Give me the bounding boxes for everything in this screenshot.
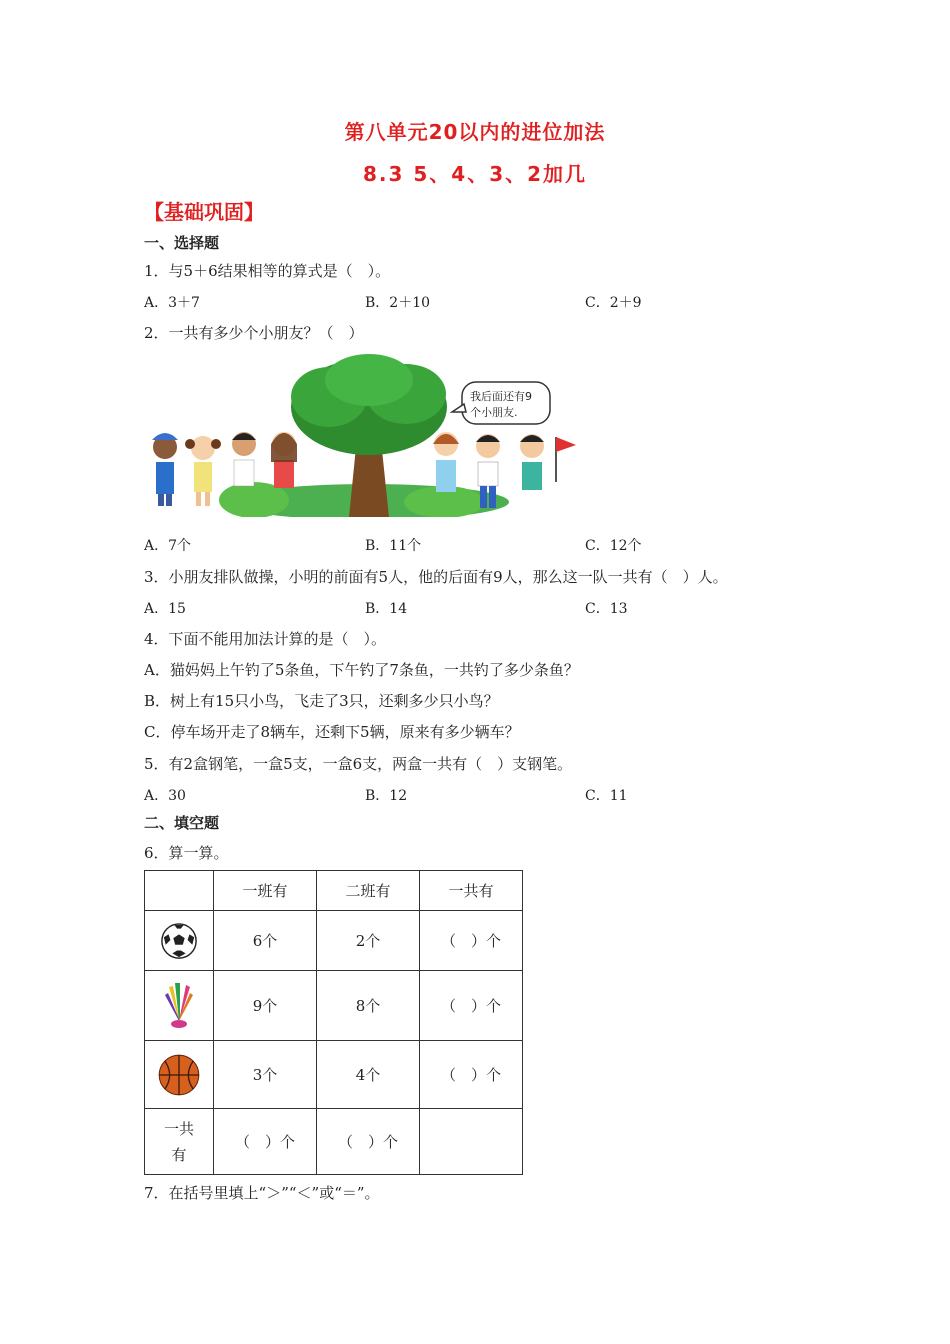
q4-option-a: A．猫妈妈上午钓了5条鱼，下午钓了7条鱼，一共钓了多少条鱼？: [144, 661, 579, 679]
q5-option-a: A．30: [144, 788, 186, 804]
question-2: 2．一共有多少个小朋友？（ ）: [144, 324, 364, 342]
row2-class1: 9个: [214, 971, 317, 1041]
q4-option-b: B．树上有15只小鸟，飞走了3只，还剩多少只小鸟？: [144, 692, 499, 710]
table-row: [145, 971, 523, 1041]
q3-option-a: A．15: [144, 601, 186, 617]
total-label-line2: 有: [171, 1145, 187, 1164]
unit-title: 第八单元20以内的进位加法: [344, 120, 606, 144]
header-empty: [145, 871, 214, 911]
total-class2: （ ）个: [317, 1109, 420, 1175]
header-class2: 二班有: [317, 871, 420, 911]
row1-class1: 6个: [214, 911, 317, 971]
shuttlecock-icon: [145, 971, 214, 1041]
header-class1: 一班有: [214, 871, 317, 911]
question-5: 5．有2盒钢笔，一盒5支，一盒6支，两盒一共有（ ）支钢笔。: [144, 755, 573, 773]
section-label: 【基础巩固】: [144, 200, 264, 224]
question-3: 3．小朋友排队做操，小明的前面有5人，他的后面有9人，那么这一队一共有（ ）人。: [144, 568, 728, 586]
q2-option-c: C．12个: [585, 538, 642, 554]
row1-class2: 2个: [317, 911, 420, 971]
row2-class2: 8个: [317, 971, 420, 1041]
question-4: 4．下面不能用加法计算的是（ ）。: [144, 630, 387, 648]
speech-line-2: 个小朋友.: [470, 406, 518, 419]
table-row: [145, 1109, 523, 1175]
table-row: [145, 1041, 523, 1109]
children-tree-illustration: [144, 352, 584, 517]
q3-option-c: C．13: [585, 601, 628, 617]
question-7: 7．在括号里填上“＞”“＜”或“＝”。: [144, 1184, 380, 1202]
count-table: [144, 870, 523, 1175]
speech-line-1: 我后面还有9: [470, 390, 532, 403]
basketball-icon: [145, 1041, 214, 1109]
question-6: 6．算一算。: [144, 844, 229, 862]
total-class1: （ ）个: [214, 1109, 317, 1175]
table-row: [145, 911, 523, 971]
row3-class1: 3个: [214, 1041, 317, 1109]
q1-option-c: C．2＋9: [585, 295, 642, 311]
lesson-title: 8.3 5、4、3、2加几: [362, 162, 588, 186]
row3-total: （ ）个: [420, 1041, 523, 1109]
header-total: 一共有: [420, 871, 523, 911]
row1-total: （ ）个: [420, 911, 523, 971]
total-row-label: [145, 1109, 214, 1175]
q2-option-b: B．11个: [365, 538, 422, 554]
q1-option-b: B．2＋10: [365, 295, 431, 311]
question-1: 1．与5＋6结果相等的算式是（ ）。: [144, 262, 391, 280]
soccer-ball-icon: [145, 911, 214, 971]
q3-option-b: B．14: [365, 601, 408, 617]
q4-option-c: C．停车场开走了8辆车，还剩下5辆，原来有多少辆车？: [144, 723, 520, 741]
total-total: [420, 1109, 523, 1175]
total-label-line1: 一共: [163, 1119, 194, 1138]
q5-option-b: B．12: [365, 788, 408, 804]
section1-heading: 一、选择题: [144, 234, 220, 252]
section2-heading: 二、填空题: [144, 814, 220, 832]
row3-class2: 4个: [317, 1041, 420, 1109]
row2-total: （ ）个: [420, 971, 523, 1041]
q5-option-c: C．11: [585, 788, 628, 804]
q2-option-a: A．7个: [144, 538, 192, 554]
q1-option-a: A．3＋7: [144, 295, 200, 311]
